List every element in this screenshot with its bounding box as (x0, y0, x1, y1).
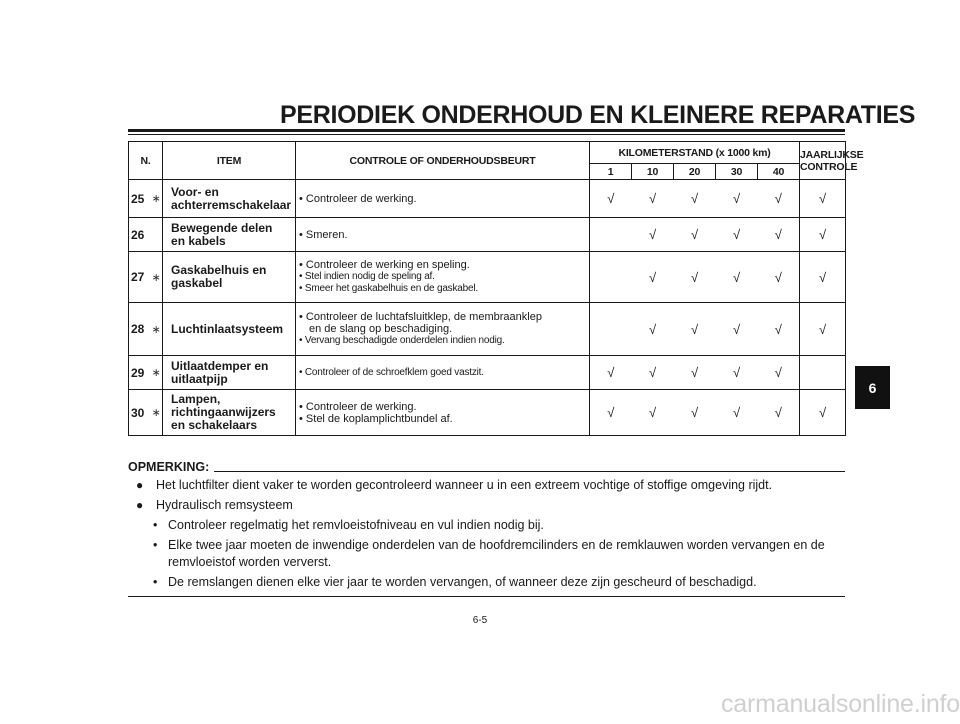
check-mark-icon: √ (758, 356, 800, 390)
check-mark-icon: √ (632, 390, 674, 436)
header-km-30: 30 (716, 164, 758, 180)
check-mark-icon: √ (632, 180, 674, 218)
check-mark-icon: √ (758, 218, 800, 252)
header-annual: JAARLIJKSE CONTROLE (800, 142, 846, 180)
check-mark-icon: √ (758, 390, 800, 436)
check-description (296, 252, 590, 303)
item-name (163, 252, 296, 303)
table-row (129, 218, 846, 252)
annual-check-icon: √ (800, 218, 846, 252)
annual-check-icon: √ (800, 390, 846, 436)
check-mark-icon: √ (674, 303, 716, 356)
check-line: • Controleer de werking en speling. (299, 259, 470, 271)
check-description (296, 218, 590, 252)
check-mark-icon: √ (632, 218, 674, 252)
annual-check-icon (800, 356, 846, 390)
check-line: • Controleer de luchtafsluitklep, de membraanklep (299, 311, 542, 323)
header-km-20: 20 (674, 164, 716, 180)
item-name (163, 180, 296, 218)
note-brake-system-text: Hydraulisch remsysteem (156, 498, 293, 512)
check-mark-icon: √ (632, 356, 674, 390)
header-km-10: 10 (632, 164, 674, 180)
star-icon: ∗ (151, 390, 163, 436)
header-odometer: KILOMETERSTAND (x 1000 km) (590, 142, 800, 164)
check-line: • Controleer of de schroefklem goed vastzit. (299, 366, 484, 378)
check-mark-icon: √ (674, 390, 716, 436)
annual-check-icon: √ (800, 303, 846, 356)
star-icon: ∗ (151, 180, 163, 218)
sub-note-text: Controleer regelmatig het remvloeistofniveau en vul indien nodig bij. (168, 518, 544, 532)
page-number: 6-5 (472, 615, 488, 626)
item-name (163, 356, 296, 390)
header-km-40: 40 (758, 164, 800, 180)
item-name (163, 218, 296, 252)
bullet-icon: ● (136, 498, 144, 512)
check-mark-icon: √ (716, 356, 758, 390)
item-line: en kabels (171, 233, 226, 248)
table-row (129, 252, 846, 303)
small-bullet-icon: • (153, 575, 158, 589)
check-description (296, 180, 590, 218)
sub-note (128, 574, 845, 591)
chapter-tab[interactable]: 6 (855, 366, 890, 409)
check-mark-icon: √ (758, 252, 800, 303)
check-mark-icon: √ (758, 180, 800, 218)
notes-heading: OPMERKING: (128, 460, 210, 474)
item-name (163, 303, 296, 356)
check-line: • Stel indien nodig de speling af. (299, 271, 435, 282)
star-icon: ∗ (151, 356, 163, 390)
item-line: uitlaatpijp (171, 371, 228, 386)
check-line: • Vervang beschadigde onderdelen indien nodig. (299, 335, 505, 346)
check-description (296, 303, 590, 356)
check-mark-icon (590, 303, 632, 356)
sub-note (128, 537, 845, 571)
check-mark-icon: √ (632, 303, 674, 356)
header-km-1: 1 (590, 164, 632, 180)
item-line: en schakelaars (171, 418, 258, 432)
table-row (129, 390, 846, 436)
header-item: ITEM (163, 142, 296, 180)
row-number: 27 (129, 252, 151, 303)
sub-note-text: De remslangen dienen elke vier jaar te worden vervangen, of wanneer deze zijn gescheurd of beschadigd. (168, 575, 757, 589)
sub-note-text: Elke twee jaar moeten de inwendige onderdelen van de hoofdremcilinders en de remklauwen worden vervangen en de remvloeistof worden ververst. (168, 538, 825, 569)
star-icon (151, 218, 163, 252)
check-mark-icon: √ (716, 252, 758, 303)
check-mark-icon: √ (674, 356, 716, 390)
check-mark-icon: √ (716, 180, 758, 218)
star-icon: ∗ (151, 252, 163, 303)
note-air-filter (128, 477, 845, 494)
check-mark-icon: √ (590, 356, 632, 390)
check-mark-icon: √ (632, 252, 674, 303)
bullet-icon: ● (136, 478, 144, 492)
check-mark-icon (590, 218, 632, 252)
item-line: Uitlaatdemper en (171, 358, 269, 373)
table-row (129, 180, 846, 218)
row-number: 28 (129, 303, 151, 356)
note-brake-system (128, 497, 845, 514)
table-row (129, 303, 846, 356)
item-line: richtingaanwijzers (171, 405, 276, 419)
check-mark-icon: √ (674, 252, 716, 303)
check-mark-icon: √ (674, 218, 716, 252)
header-n: N. (129, 142, 163, 180)
notes-bottom-rule (128, 596, 845, 597)
check-line: • Controleer de werking. (299, 400, 417, 413)
row-number: 25 (129, 180, 151, 218)
notes-heading-rule (214, 471, 845, 472)
check-mark-icon (590, 252, 632, 303)
item-line: Voor- en (171, 184, 219, 199)
note-air-filter-text: Het luchtfilter dient vaker te worden gecontroleerd wanneer u in een extreem vochtige of stoffige omgeving rijdt. (156, 478, 773, 492)
table-row (129, 356, 846, 390)
row-number: 29 (129, 356, 151, 390)
row-number: 26 (129, 218, 151, 252)
check-description (296, 356, 590, 390)
star-icon: ∗ (151, 303, 163, 356)
check-mark-icon: √ (674, 180, 716, 218)
check-mark-icon: √ (716, 218, 758, 252)
annual-check-icon: √ (800, 180, 846, 218)
page-title: PERIODIEK ONDERHOUD EN KLEINERE REPARATIES (280, 101, 916, 129)
check-line: • Smeer het gaskabelhuis en de gaskabel. (299, 283, 478, 294)
item-line: Luchtinlaatsysteem (171, 321, 284, 336)
check-line: • Stel de koplamplichtbundel af. (299, 412, 453, 425)
notes-section (128, 460, 845, 597)
check-line: en de slang op beschadiging. (309, 323, 453, 335)
sub-note (128, 517, 845, 534)
check-mark-icon: √ (758, 303, 800, 356)
annual-check-icon: √ (800, 252, 846, 303)
item-line: Gaskabelhuis en (171, 263, 267, 277)
item-line: achterremschakelaar (171, 197, 292, 212)
small-bullet-icon: • (153, 538, 158, 552)
item-line: Bewegende delen (171, 220, 273, 235)
item-line: Lampen, (171, 392, 221, 406)
check-mark-icon: √ (590, 180, 632, 218)
small-bullet-icon: • (153, 518, 158, 532)
item-line: gaskabel (171, 276, 223, 290)
header-check: CONTROLE OF ONDERHOUDSBEURT (296, 142, 590, 180)
check-mark-icon: √ (716, 303, 758, 356)
check-mark-icon: √ (716, 390, 758, 436)
check-mark-icon: √ (590, 390, 632, 436)
check-description (296, 390, 590, 436)
maintenance-table (128, 141, 864, 436)
check-line: • Smeren. (299, 228, 348, 241)
check-line: • Controleer de werking. (299, 192, 417, 205)
row-number: 30 (129, 390, 151, 436)
title-rule (128, 129, 845, 135)
watermark: carmanualsonline.info (720, 690, 960, 718)
item-name (163, 390, 296, 436)
